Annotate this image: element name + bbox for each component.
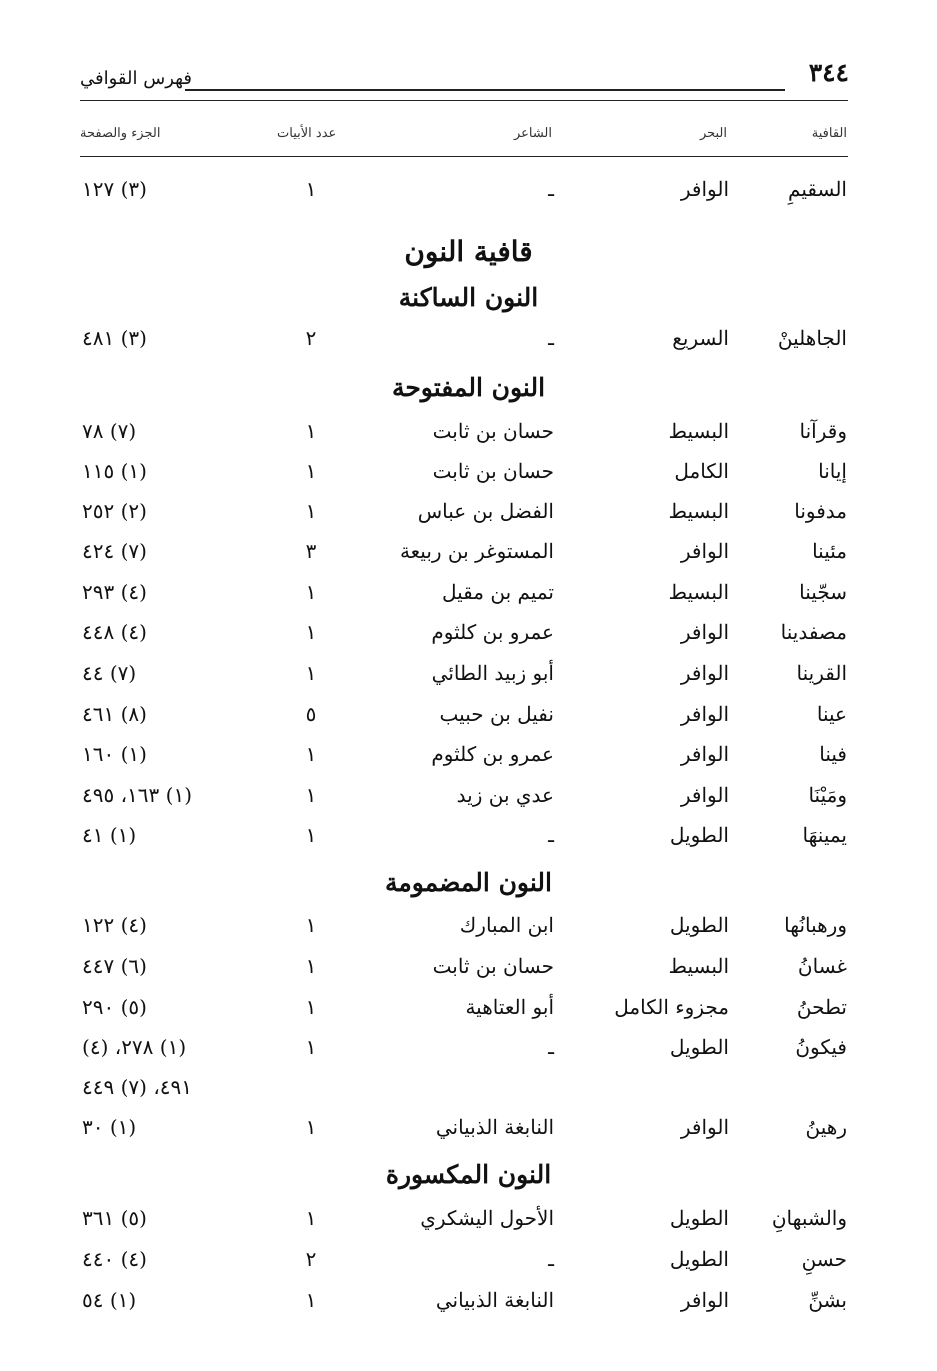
table-row bbox=[0, 459, 937, 499]
table-row-continuation bbox=[0, 1075, 937, 1115]
poet-cell: حسان بن ثابت bbox=[432, 419, 554, 443]
verses-cell: ١ bbox=[305, 1115, 317, 1139]
verses-cell: ١ bbox=[305, 499, 317, 523]
ref-cell: (٦) ٤٤٧ bbox=[82, 954, 147, 978]
verses-cell: ٥ bbox=[305, 702, 317, 726]
poet-cell: النابغة الذبياني bbox=[435, 1288, 554, 1312]
poet-cell: ـ bbox=[548, 1247, 554, 1271]
verses-cell: ١ bbox=[305, 419, 317, 443]
running-title: فهرس القوافي bbox=[80, 68, 193, 89]
rhyme-cell: رهينُ bbox=[805, 1115, 847, 1139]
rhyme-cell: مدفونا bbox=[794, 499, 847, 523]
poet-cell: الفضل بن عباس bbox=[417, 499, 554, 523]
meter-cell: مجزوء الكامل bbox=[614, 995, 729, 1019]
ref-cell: ٤٩١، (٧) ٤٤٩ bbox=[82, 1075, 193, 1099]
column-header-rule bbox=[80, 156, 848, 157]
ref-cell: (٥) ٣٦١ bbox=[82, 1206, 147, 1230]
table-row bbox=[0, 620, 937, 660]
poet-cell: الأحول اليشكري bbox=[420, 1206, 554, 1230]
poet-cell: تميم بن مقيل bbox=[442, 580, 554, 604]
poet-cell: ـ bbox=[548, 1035, 554, 1059]
rhyme-cell: ورهبانُها bbox=[784, 913, 847, 937]
poet-cell: أبو زبيد الطائي bbox=[431, 661, 554, 685]
ref-cell: (٣) ٤٨١ bbox=[82, 326, 147, 350]
ref-cell: (٨) ٤٦١ bbox=[82, 702, 147, 726]
col-header-ref: الجزء والصفحة bbox=[80, 126, 161, 141]
meter-cell: الوافر bbox=[680, 783, 729, 807]
meter-cell: الوافر bbox=[680, 1288, 729, 1312]
meter-cell: البسيط bbox=[668, 419, 729, 443]
col-header-rhyme: القافية bbox=[811, 126, 847, 141]
ref-cell: (١) ٣٠ bbox=[82, 1115, 137, 1139]
rhyme-cell: السقيمِ bbox=[788, 177, 847, 201]
verses-cell: ٢ bbox=[305, 1247, 317, 1271]
section-heading: النون الساكنة bbox=[398, 283, 539, 312]
meter-cell: البسيط bbox=[668, 499, 729, 523]
rhyme-cell: غسانُ bbox=[797, 954, 847, 978]
poet-cell: عمرو بن كلثوم bbox=[431, 620, 554, 644]
main-heading: قافية النون bbox=[404, 235, 533, 268]
rhyme-cell: عينا bbox=[816, 702, 847, 726]
table-row bbox=[0, 823, 937, 863]
ref-cell: (٧) ٤٢٤ bbox=[82, 539, 147, 563]
verses-cell: ١ bbox=[305, 995, 317, 1019]
rhyme-cell: مئينا bbox=[812, 539, 847, 563]
rhyme-cell: فينا bbox=[819, 742, 847, 766]
ref-cell: (٤) ٤٤٨ bbox=[82, 620, 147, 644]
verses-cell: ١ bbox=[305, 620, 317, 644]
rhyme-cell: إيانا bbox=[818, 459, 847, 483]
ref-cell: (٥) ٢٩٠ bbox=[82, 995, 147, 1019]
rhyme-cell: ومَيْنَا bbox=[808, 783, 847, 807]
table-row bbox=[0, 742, 937, 782]
meter-cell: الطويل bbox=[669, 913, 729, 937]
meter-cell: البسيط bbox=[668, 954, 729, 978]
table-row bbox=[0, 954, 937, 994]
rhyme-cell: الجاهلينْ bbox=[777, 326, 847, 350]
verses-cell: ١ bbox=[305, 580, 317, 604]
rhyme-cell: تطحنُ bbox=[796, 995, 847, 1019]
ref-cell: (١) ٥٤ bbox=[82, 1288, 137, 1312]
table-row bbox=[0, 1035, 937, 1075]
ref-cell: (٣) ١٢٧ bbox=[82, 177, 147, 201]
rhyme-cell: بشنِّ bbox=[808, 1288, 847, 1312]
meter-cell: الكامل bbox=[674, 459, 729, 483]
rhyme-cell: فيكونُ bbox=[795, 1035, 847, 1059]
poet-cell: ـ bbox=[548, 326, 554, 350]
ref-cell: (٤) ٤٤٠ bbox=[82, 1247, 147, 1271]
verses-cell: ١ bbox=[305, 1288, 317, 1312]
section-heading: النون المضمومة bbox=[385, 868, 552, 897]
verses-cell: ١ bbox=[305, 823, 317, 847]
rhyme-cell: حسنِ bbox=[801, 1247, 847, 1271]
meter-cell: السريع bbox=[672, 326, 729, 350]
poet-cell: النابغة الذبياني bbox=[435, 1115, 554, 1139]
header-rule bbox=[185, 89, 785, 91]
meter-cell: الطويل bbox=[669, 1206, 729, 1230]
poet-cell: المستوغر بن ربيعة bbox=[399, 539, 554, 563]
table-row bbox=[0, 580, 937, 620]
col-header-verses: عدد الأبيات bbox=[277, 126, 337, 141]
verses-cell: ٣ bbox=[305, 539, 317, 563]
poet-cell: ـ bbox=[548, 823, 554, 847]
meter-cell: الوافر bbox=[680, 1115, 729, 1139]
table-row bbox=[0, 499, 937, 539]
section-heading: النون المفتوحة bbox=[391, 373, 546, 402]
ref-cell: (١) ١٦٣، ٤٩٥ bbox=[82, 783, 193, 807]
meter-cell: الطويل bbox=[669, 823, 729, 847]
verses-cell: ١ bbox=[305, 742, 317, 766]
col-header-meter: البحر bbox=[699, 126, 727, 141]
ref-cell: (١) ٤١ bbox=[82, 823, 137, 847]
table-row bbox=[0, 177, 937, 217]
table-row bbox=[0, 1247, 937, 1287]
rhyme-cell: والشبهانِ bbox=[771, 1206, 847, 1230]
verses-cell: ٢ bbox=[305, 326, 317, 350]
meter-cell: الطويل bbox=[669, 1247, 729, 1271]
meter-cell: الوافر bbox=[680, 177, 729, 201]
verses-cell: ١ bbox=[305, 177, 317, 201]
poet-cell: ـ bbox=[548, 177, 554, 201]
rhyme-cell: سجّينا bbox=[799, 580, 847, 604]
table-row bbox=[0, 1288, 937, 1328]
poet-cell: حسان بن ثابت bbox=[432, 459, 554, 483]
rhyme-cell: وقرآنا bbox=[799, 419, 847, 443]
ref-cell: (٧) ٧٨ bbox=[82, 419, 137, 443]
verses-cell: ١ bbox=[305, 954, 317, 978]
table-row bbox=[0, 661, 937, 701]
table-row bbox=[0, 539, 937, 579]
verses-cell: ١ bbox=[305, 459, 317, 483]
ref-cell: (٤) ١٢٢ bbox=[82, 913, 147, 937]
page-number: ٣٤٤ bbox=[808, 58, 849, 87]
rhyme-cell: مصفدينا bbox=[780, 620, 847, 644]
poet-cell: عدي بن زيد bbox=[456, 783, 554, 807]
meter-cell: الوافر bbox=[680, 620, 729, 644]
ref-cell: (١) ١١٥ bbox=[82, 459, 147, 483]
table-row bbox=[0, 419, 937, 459]
poet-cell: عمرو بن كلثوم bbox=[431, 742, 554, 766]
table-row bbox=[0, 1115, 937, 1155]
table-row bbox=[0, 1206, 937, 1246]
meter-cell: الوافر bbox=[680, 702, 729, 726]
ref-cell: (٧) ٤٤ bbox=[82, 661, 137, 685]
meter-cell: الوافر bbox=[680, 661, 729, 685]
meter-cell: الوافر bbox=[680, 742, 729, 766]
rhyme-cell: القرينا bbox=[796, 661, 847, 685]
table-row bbox=[0, 783, 937, 823]
table-row bbox=[0, 702, 937, 742]
poet-cell: ابن المبارك bbox=[459, 913, 554, 937]
verses-cell: ١ bbox=[305, 913, 317, 937]
ref-cell: (٢) ٢٥٢ bbox=[82, 499, 147, 523]
ref-cell: (٤) ٢٩٣ bbox=[82, 580, 147, 604]
ref-cell: (١) ١٦٠ bbox=[82, 742, 147, 766]
verses-cell: ١ bbox=[305, 783, 317, 807]
table-row bbox=[0, 913, 937, 953]
col-header-poet: الشاعر bbox=[513, 126, 552, 141]
poet-cell: حسان بن ثابت bbox=[432, 954, 554, 978]
table-row bbox=[0, 995, 937, 1035]
verses-cell: ١ bbox=[305, 1035, 317, 1059]
header-rule-thin bbox=[80, 100, 848, 101]
verses-cell: ١ bbox=[305, 1206, 317, 1230]
section-heading: النون المكسورة bbox=[385, 1160, 552, 1189]
ref-cell: (١) ٢٧٨، (٤) bbox=[82, 1035, 187, 1059]
meter-cell: الوافر bbox=[680, 539, 729, 563]
meter-cell: الطويل bbox=[669, 1035, 729, 1059]
rhyme-cell: يمينهَا bbox=[802, 823, 847, 847]
poet-cell: نفيل بن حبيب bbox=[439, 702, 554, 726]
table-row bbox=[0, 326, 937, 366]
verses-cell: ١ bbox=[305, 661, 317, 685]
meter-cell: البسيط bbox=[668, 580, 729, 604]
poet-cell: أبو العتاهية bbox=[465, 995, 554, 1019]
